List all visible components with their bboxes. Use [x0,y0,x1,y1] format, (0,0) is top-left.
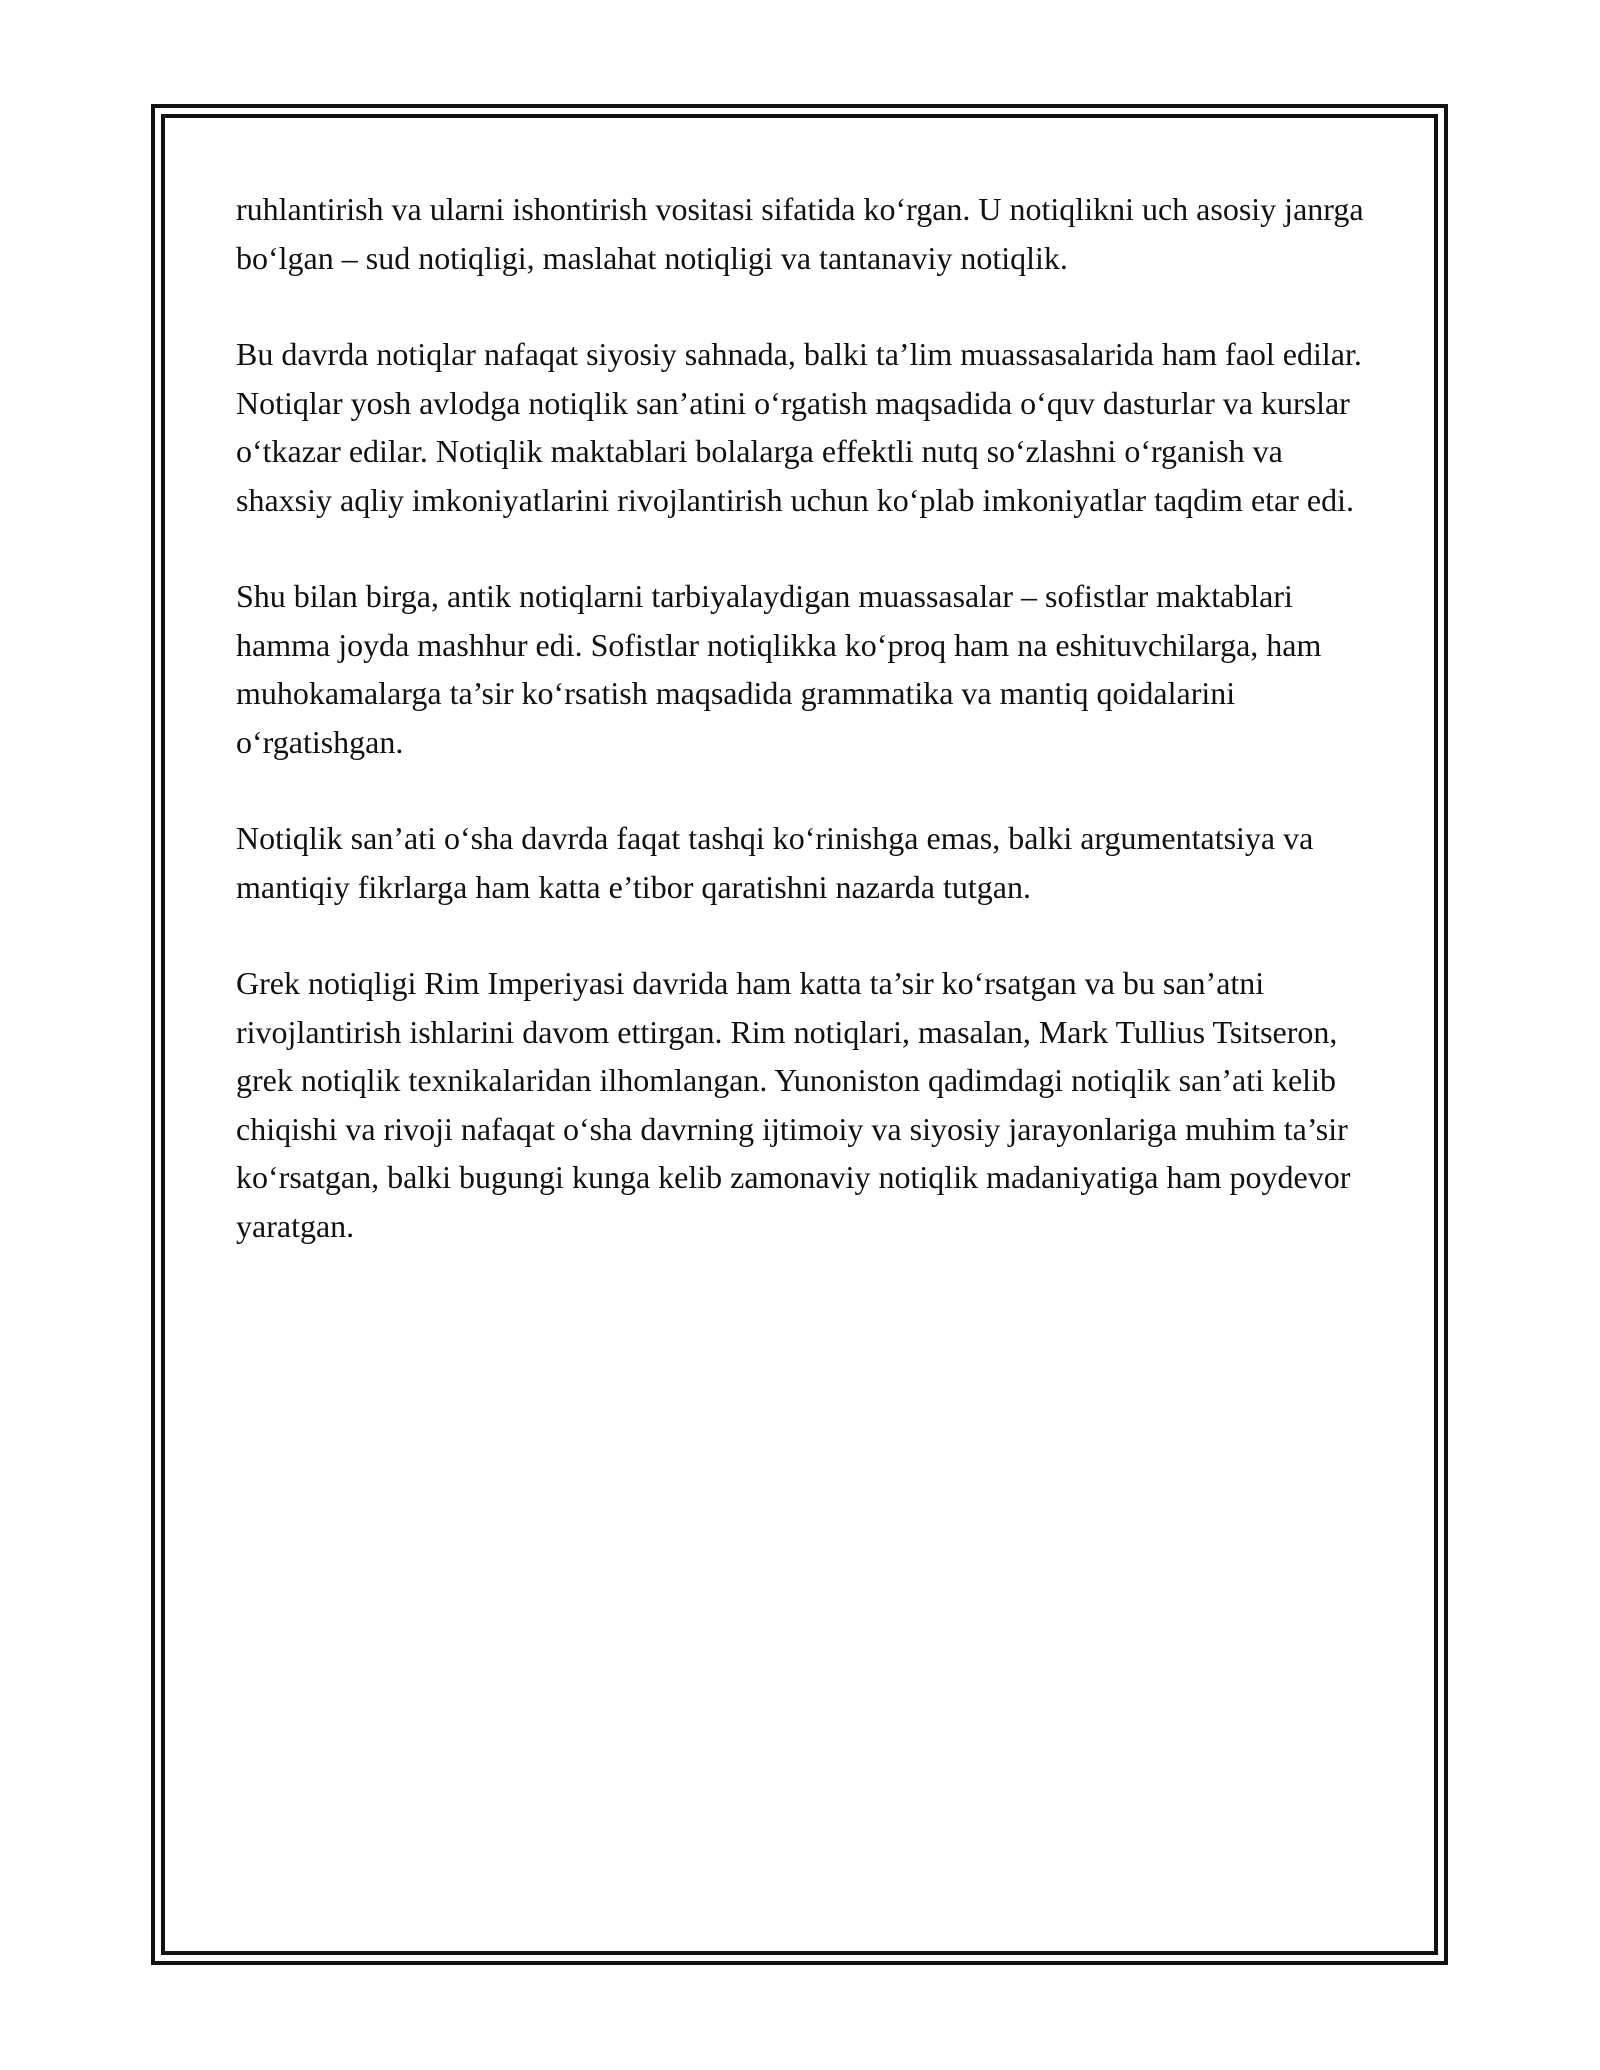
paragraph-4: Notiqlik san’ati o‘sha davrda faqat tashqi ko‘rinishga emas, balki argumentatsiya va mantiqiy fikrlarga ham katta e’tibor qaratishni nazarda tutgan. [236,820,1314,905]
paragraph-1: ruhlantirish va ularni ishontirish vositasi sifatida ko‘rgan. U notiqlikni uch asosiy janrga bo‘lgan – sud notiqligi, maslahat notiqligi va tantanaviy notiqlik. [236,191,1364,276]
paragraph-5: Grek notiqligi Rim Imperiyasi davrida ham katta ta’sir ko‘rsatgan va bu san’atni rivojlantirish ishlarini davom ettirgan. Rim notiqlari, masalan, Mark Tullius Tsitseron, grek notiqlik texnikalaridan ilhomlangan. Yunoniston qadimdagi notiqlik san’ati kelib chiqishi va rivoji nafaqat o‘sha davrning ijtimoiy va siyosiy jarayonlariga muhim ta’sir ko‘rsatgan, balki bugungi kunga kelib zamonaviy notiqlik madaniyatiga ham poydevor yaratgan. [236,965,1351,1244]
paragraph-3: Shu bilan birga, antik notiqlarni tarbiyalaydigan muassasalar – sofistlar maktablari hamma joyda mashhur edi. Sofistlar notiqlikka ko‘proq ham na eshituvchilarga, ham muhokamalarga ta’sir ko‘rsatish maqsadida grammatika va mantiq qoidalarini o‘rgatishgan. [236,578,1322,760]
paragraph-2: Bu davrda notiqlar nafaqat siyosiy sahnada, balki ta’lim muassasalarida ham faol edilar. Notiqlar yosh avlodga notiqlik san’atini o‘rgatish maqsadida o‘quv dasturlar va kurslar o‘tkazar edilar. Notiqlik maktablari bolalarga effektli nutq so‘zlashni o‘rganish va shaxsiy aqliy imkoniyatlarini rivojlantirish uchun ko‘plab imkoniyatlar taqdim etar edi. [236,336,1362,518]
document-body [236,185,1366,1298]
